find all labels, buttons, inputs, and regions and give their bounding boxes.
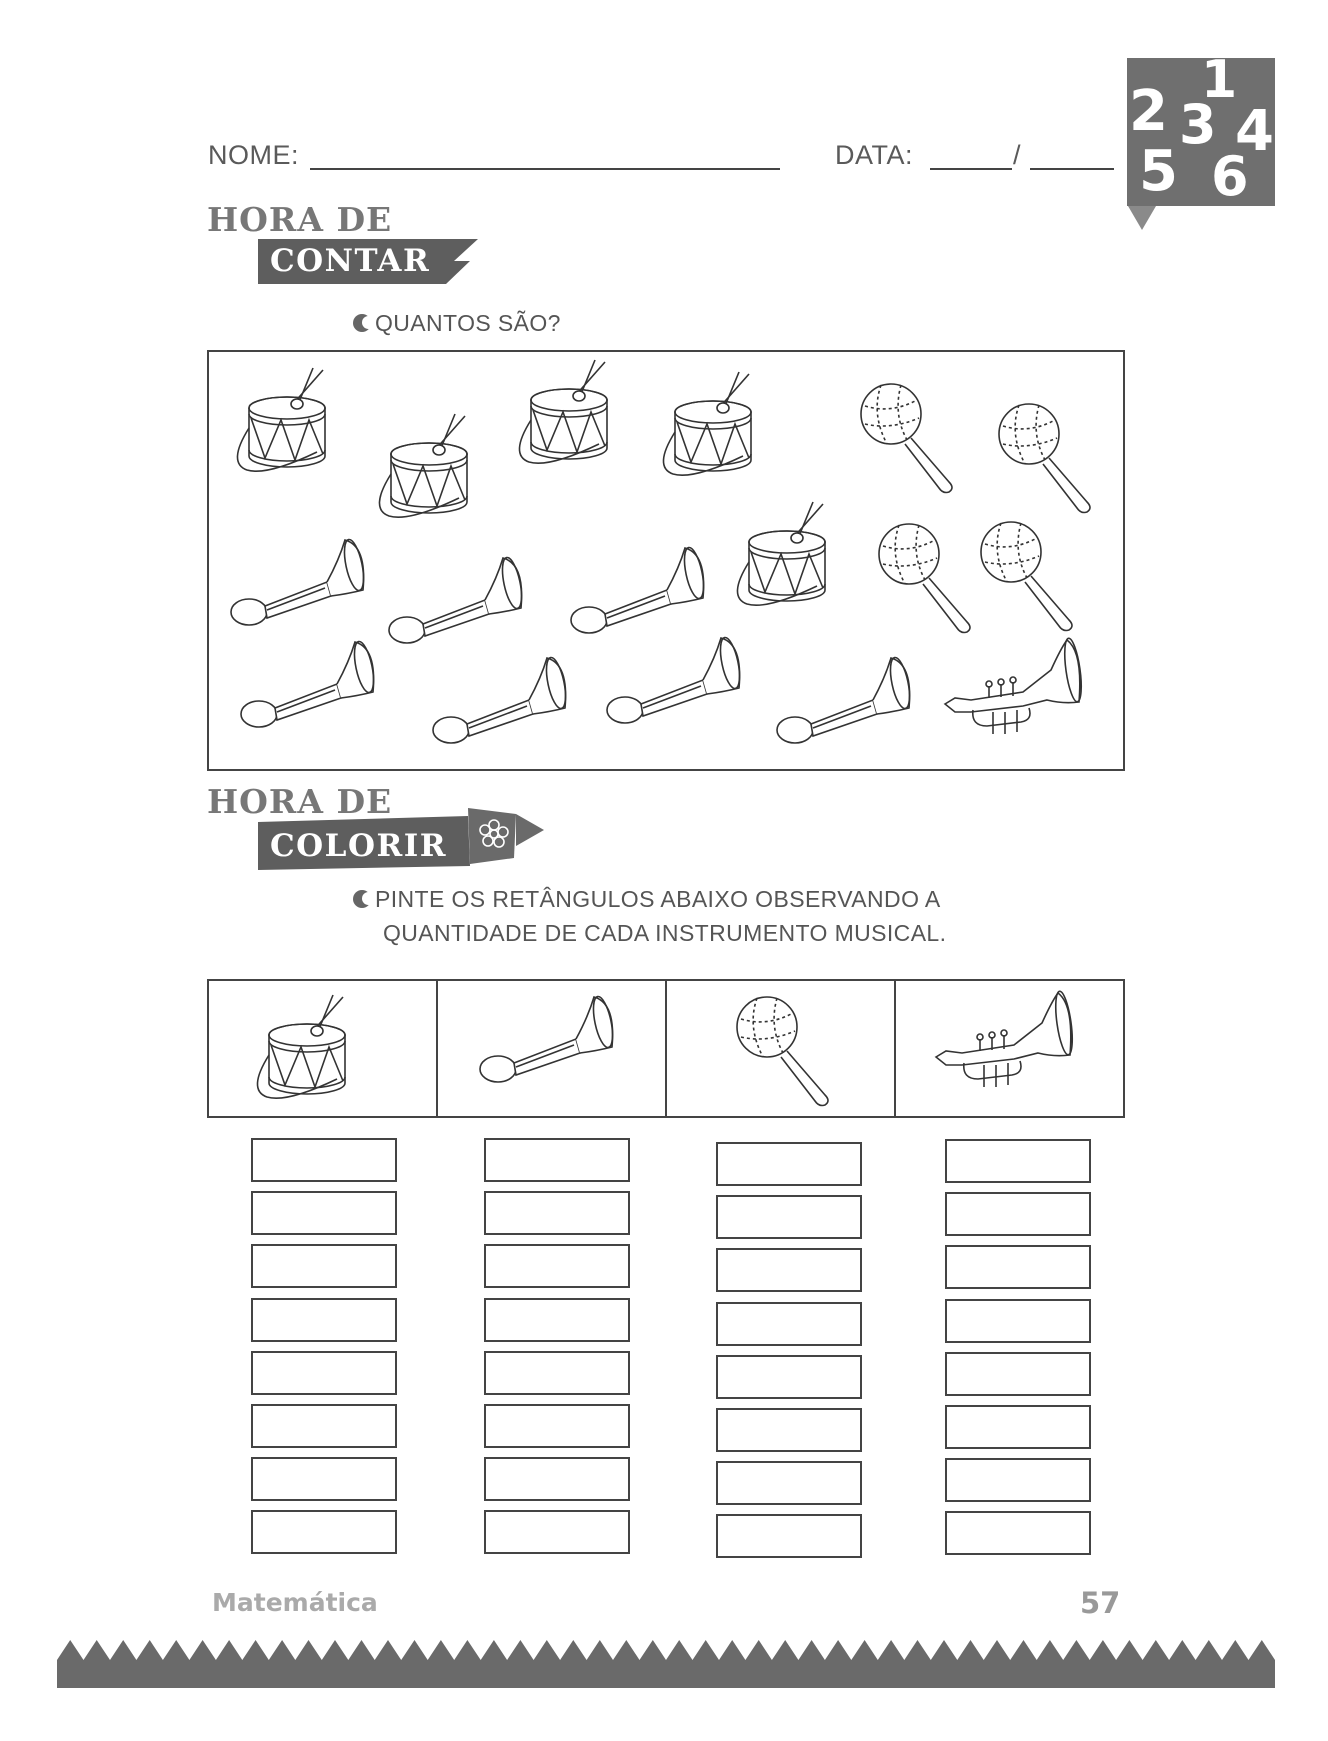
name-label: NOME: <box>208 140 300 170</box>
numbers-logo <box>1127 58 1275 206</box>
instrument-cell-trumpet <box>896 981 1123 1116</box>
drum-icon <box>237 378 337 478</box>
banner-label: COLORIR <box>270 828 448 864</box>
instruction-text: QUANTOS SÃO? <box>375 310 561 336</box>
instruction-line-1 <box>353 882 946 916</box>
horn-icon <box>773 658 913 748</box>
tally-box-horn[interactable] <box>484 1298 630 1342</box>
tally-box-horn[interactable] <box>484 1351 630 1395</box>
tally-box-drum[interactable] <box>251 1351 397 1395</box>
drum-icon <box>519 370 619 470</box>
trumpet-icon <box>943 642 1089 736</box>
badge-digit: 2 <box>1129 79 1168 144</box>
count-instruction <box>353 306 561 340</box>
tally-box-horn[interactable] <box>484 1191 630 1235</box>
instrument-cell-drum <box>209 981 438 1116</box>
tally-box-maraca[interactable] <box>716 1355 862 1399</box>
zigzag-footer-band <box>57 1640 1275 1688</box>
instruction-line-2: QUANTIDADE DE CADA INSTRUMENTO MUSICAL. <box>383 920 947 946</box>
tally-box-maraca[interactable] <box>716 1248 862 1292</box>
name-input-line[interactable] <box>310 168 780 170</box>
subject-label: Matemática <box>212 1588 378 1617</box>
horn-icon <box>476 997 616 1087</box>
horn-icon <box>429 658 569 748</box>
tally-box-drum[interactable] <box>251 1191 397 1235</box>
tally-box-trumpet[interactable] <box>945 1139 1091 1183</box>
tally-box-drum[interactable] <box>251 1457 397 1501</box>
tally-box-maraca[interactable] <box>716 1142 862 1186</box>
color-instruction <box>353 882 946 950</box>
tally-box-trumpet[interactable] <box>945 1458 1091 1502</box>
section-title-top: HORA DE <box>207 200 393 239</box>
tally-box-maraca[interactable] <box>716 1461 862 1505</box>
date-label: DATA: <box>835 140 914 170</box>
tally-box-horn[interactable] <box>484 1404 630 1448</box>
tally-box-maraca[interactable] <box>716 1408 862 1452</box>
tally-box-drum[interactable] <box>251 1298 397 1342</box>
tally-box-maraca[interactable] <box>716 1195 862 1239</box>
page-number: 57 <box>1080 1586 1121 1620</box>
badge-digit: 6 <box>1211 145 1249 206</box>
badge-digit: 3 <box>1179 93 1217 156</box>
badge-digit: 5 <box>1139 139 1178 204</box>
horn-icon <box>385 558 525 648</box>
drum-icon <box>737 512 837 612</box>
badge-digit: 1 <box>1201 58 1238 110</box>
maraca-icon <box>859 380 959 495</box>
maraca-icon <box>877 520 977 635</box>
section-banner-colorir <box>258 802 548 870</box>
instrument-cell-horn <box>438 981 667 1116</box>
counting-area <box>207 350 1125 771</box>
tally-box-drum[interactable] <box>251 1404 397 1448</box>
instrument-cell-maraca <box>667 981 896 1116</box>
bullet-icon <box>353 314 371 332</box>
tally-box-maraca[interactable] <box>716 1514 862 1558</box>
tally-box-trumpet[interactable] <box>945 1299 1091 1343</box>
maraca-icon <box>979 518 1079 633</box>
maraca-icon <box>735 993 835 1108</box>
drum-icon <box>379 424 479 524</box>
tally-box-drum[interactable] <box>251 1244 397 1288</box>
tally-box-trumpet[interactable] <box>945 1192 1091 1236</box>
horn-icon <box>227 540 367 630</box>
horn-icon <box>237 642 377 732</box>
maraca-icon <box>997 400 1097 515</box>
tally-box-trumpet[interactable] <box>945 1511 1091 1555</box>
trumpet-icon <box>934 995 1080 1089</box>
section-banner-contar <box>258 239 478 284</box>
tally-box-drum[interactable] <box>251 1138 397 1182</box>
tally-box-horn[interactable] <box>484 1457 630 1501</box>
horn-icon <box>567 548 707 638</box>
drum-icon <box>663 382 763 482</box>
tally-box-horn[interactable] <box>484 1138 630 1182</box>
badge-digit: 4 <box>1235 99 1274 164</box>
badge-pointer <box>1128 206 1156 230</box>
section-title-top: HORA DE <box>207 782 393 821</box>
tally-box-trumpet[interactable] <box>945 1405 1091 1449</box>
tally-box-maraca[interactable] <box>716 1302 862 1346</box>
date-separator: / <box>1013 140 1022 170</box>
date-month-line[interactable] <box>1030 168 1114 170</box>
tally-box-horn[interactable] <box>484 1510 630 1554</box>
tally-box-trumpet[interactable] <box>945 1352 1091 1396</box>
tally-box-trumpet[interactable] <box>945 1245 1091 1289</box>
instruction-text: PINTE OS RETÂNGULOS ABAIXO OBSERVANDO A <box>375 886 941 912</box>
drum-icon <box>257 1005 357 1105</box>
horn-icon <box>603 638 743 728</box>
date-day-line[interactable] <box>930 168 1012 170</box>
tally-box-drum[interactable] <box>251 1510 397 1554</box>
tally-box-horn[interactable] <box>484 1244 630 1288</box>
instrument-header-row <box>207 979 1125 1118</box>
banner-label: CONTAR <box>270 243 431 279</box>
bullet-icon <box>353 890 371 908</box>
